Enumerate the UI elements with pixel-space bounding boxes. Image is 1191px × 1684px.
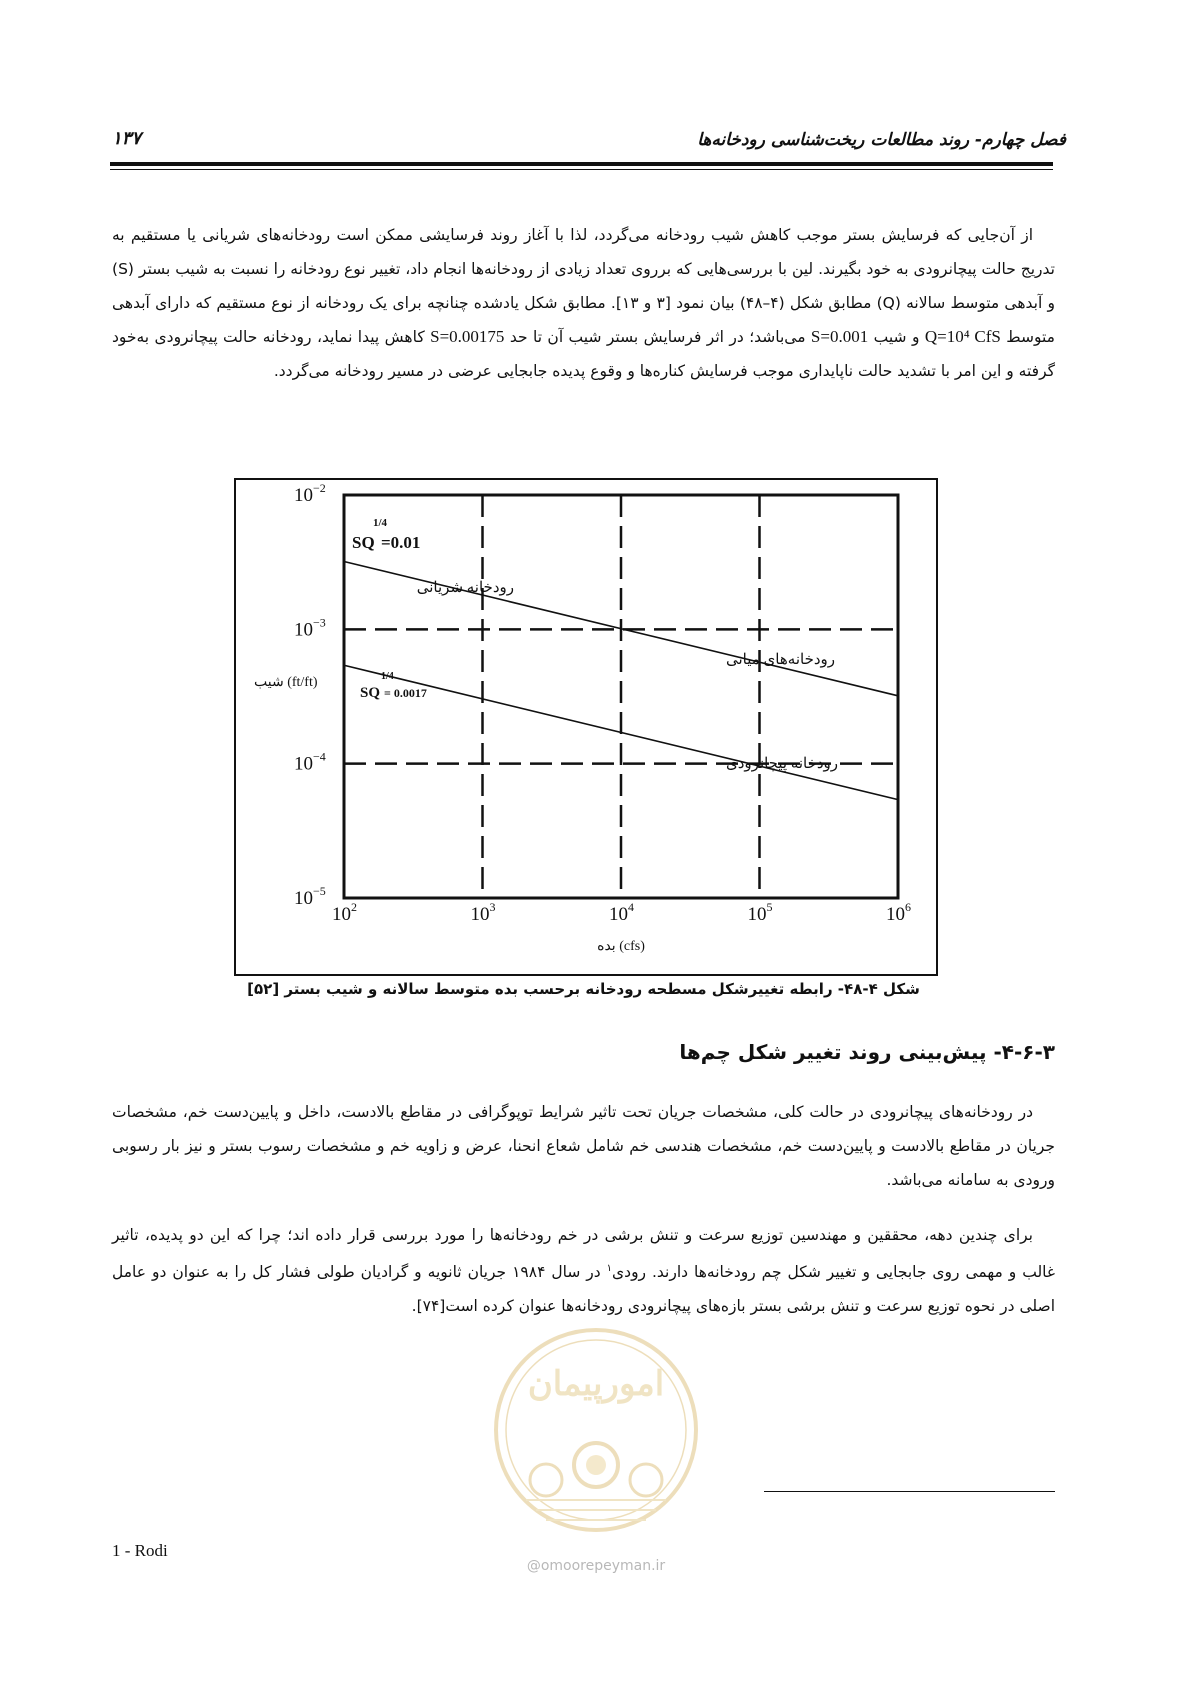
region-label-intermediate: رودخانه‌های میانی [726, 652, 836, 668]
paragraph-3-part2: در سال ۱۹۸۴ جریان ثانویه و گرادیان طولی فشار کل را به عنوان دو عامل اصلی در نحوه توزیع سرعت و تنش برشی بستر بازه‌های پیچانرودی رودخانه‌ها عنوان کرده است[۷۴]. [112, 1263, 1055, 1316]
x-tick-label: $10^3$ [470, 900, 496, 925]
y-tick-label: $10^{-5}$ [294, 884, 326, 909]
figure-caption: شکل ۴-۴۸- رابطه تغییرشکل مسطحه رودخانه برحسب بده متوسط سالانه و شیب بستر [۵۲] [247, 980, 920, 998]
watermark-logo-text: امورپیمان [527, 1366, 665, 1403]
region-label-meandering: رودخانه پیچانرودی [726, 756, 839, 772]
figure-frame [234, 478, 938, 976]
discharge-value: Q=10⁴ CfS [924, 327, 1001, 346]
paragraph-2: در رودخانه‌های پیچانرودی در حالت کلی، مشخصات جریان تحت تاثیر شرایط توپوگرافی در مقاطع بالادست، داخل و پایین‌دست خم، مشخصات جریان در مقاطع بالادست و پایین‌دست خم، مشخصات هندسی خم شامل شعاع انحنا، عرض و زاویه خم و مشخصات رسوب بستر و نیز بار رسوبی ورودی به سامانه می‌باشد. [112, 1103, 1055, 1189]
y-tick-label: $10^{-3}$ [294, 615, 326, 641]
slope-discharge-chart [236, 480, 936, 974]
paragraph-1-part1: از آن‌جایی که فرسایش بستر موجب کاهش شیب رودخانه می‌گردد، لذا با آغاز روند فرسایشی ممکن است رودخانه‌های شریانی یا مستقیم به تدریج حالت پیچانرودی به خود بگیرند. لین با بررسی‌هایی که برروی تعداد زیادی از رودخانه‌ها انجام داد، تغییر نوع رودخانه را نسبت به شیب بستر (S) و آبدهی متوسط سالانه (Q) مطابق شکل (۴–۴۸) بیان نمود [۳ و ۱۳]. مطابق شکل یادشده چنانچه برای یک رودخانه از نوع مستقیم که دارای آبدهی متوسط [112, 226, 1055, 346]
x-tick-label: $10^4$ [609, 900, 634, 925]
line-label-lower-sq: SQ [360, 685, 381, 701]
x-axis-label: بده (cfs) [597, 939, 645, 954]
slope-value-2: S=0.00175 [430, 327, 505, 346]
header-rule-thin [110, 169, 1053, 170]
paragraph-1-part3: می‌باشد؛ در اثر فرسایش بستر شیب آن تا حد [509, 328, 806, 346]
section-heading: ۴-۶-۳- پیش‌بینی روند تغییر شکل چم‌ها [679, 1040, 1055, 1064]
paragraph-3 [112, 1218, 1055, 1323]
slope-value-1: S=0.001 [810, 327, 869, 346]
paragraph-1-part2: و شیب [873, 328, 920, 346]
line-label-upper-sq: SQ [352, 533, 375, 552]
y-axis-label: شیب (ft/ft) [254, 675, 318, 690]
line-label-upper [352, 517, 420, 552]
line-label-upper-value: =0.01 [381, 533, 421, 552]
paragraph-3-part1: برای چندین دهه، محققین و مهندسین توزیع سرعت و تنش برشی در خم رودخانه‌ها را مورد بررسی قرار داده اند؛ چرا که این دو پدیده، تاثیر غالب و مهمی روی جابجایی و تغییر شکل چم رودخانه‌ها دارند. رودی [112, 1226, 1055, 1282]
footnote-rule [764, 1491, 1055, 1492]
y-tick-label: $10^{-4}$ [294, 749, 326, 775]
footnote: 1 - Rodi [112, 1541, 168, 1560]
line-label-lower-value: = 0.0017 [384, 686, 427, 700]
running-header-title: فصل چهارم- روند مطالعات ریخت‌شناسی رودخانه‌ها [697, 130, 1066, 150]
line-label-lower-sup: 1/4 [381, 671, 394, 682]
x-tick-label: $10^2$ [332, 900, 357, 925]
watermark-logo [486, 1315, 706, 1555]
line-label-upper-sup: 1/4 [373, 517, 388, 529]
x-tick-label: $10^6$ [886, 900, 911, 925]
y-tick-label: $10^{-2}$ [294, 481, 326, 506]
watermark-site: @omoorepeyman.ir [526, 1558, 666, 1574]
line-label-lower [360, 671, 427, 701]
header-rule-thick [110, 162, 1053, 166]
page-number: ۱۳۷ [112, 128, 142, 149]
paragraph-1 [112, 218, 1055, 388]
region-label-braided: رودخانه شریانی [416, 580, 514, 596]
footnote-reference[interactable]: ۱ [606, 1263, 613, 1274]
paragraph-1-part4: کاهش پیدا نماید، رودخانه حالت پیچانرودی به‌خود گرفته و این امر با تشدید حالت ناپایداری موجب فرسایش کناره‌ها و وقوع پدیده جابجایی عرضی در مسیر رودخانه می‌گردد. [112, 328, 1055, 380]
x-tick-label: $10^5$ [747, 900, 773, 925]
